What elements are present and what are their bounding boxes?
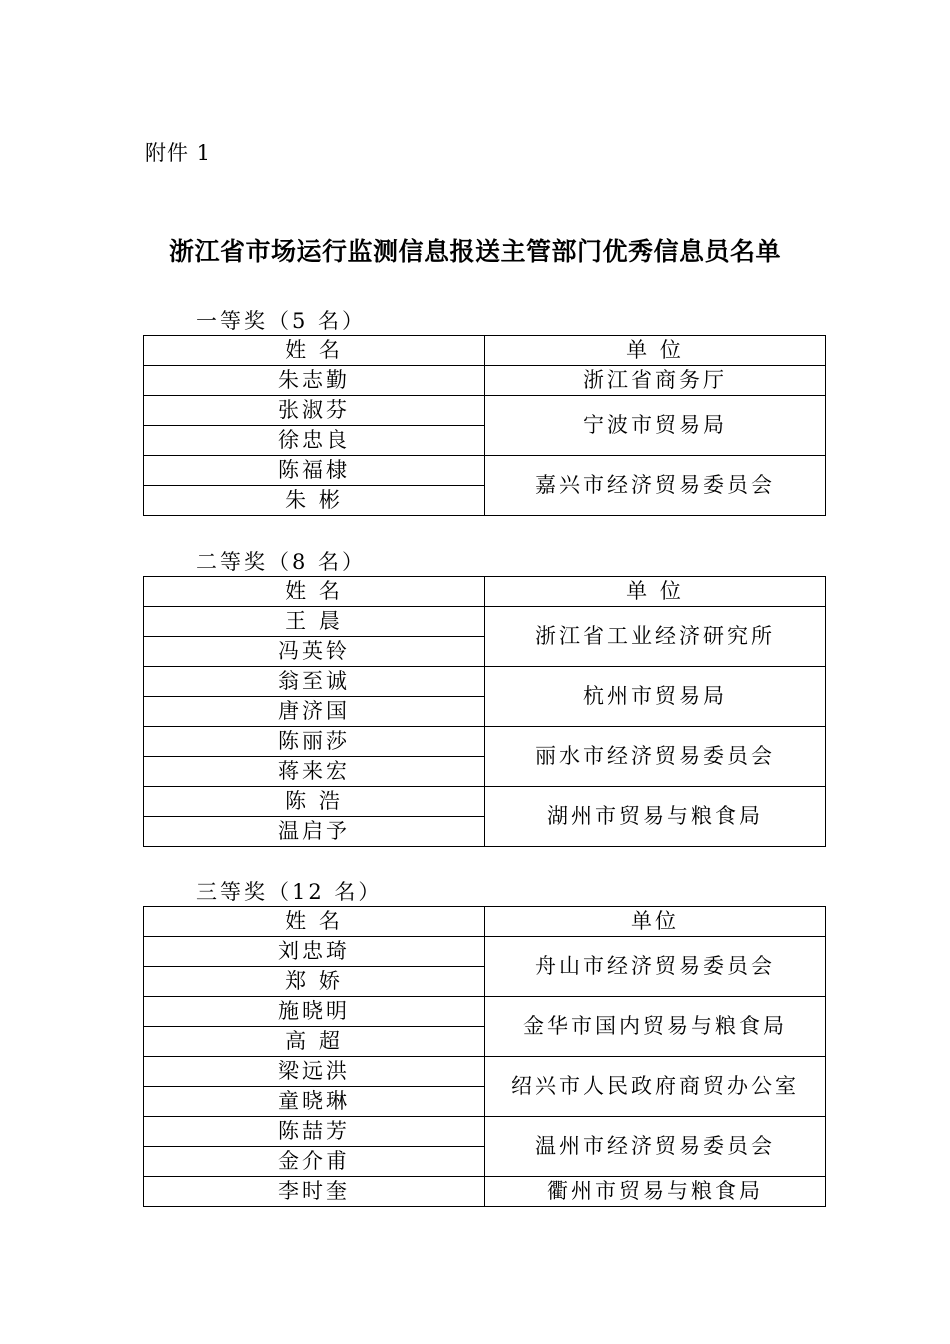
name-cell: 陈丽莎 (144, 727, 485, 757)
table-row (144, 787, 826, 817)
table-row (144, 366, 826, 396)
header-unit: 单 位 (485, 336, 826, 366)
unit-cell: 嘉兴市经济贸易委员会 (485, 456, 826, 516)
name-cell: 李时奎 (144, 1177, 485, 1207)
table-row (144, 997, 826, 1027)
unit-cell: 丽水市经济贸易委员会 (485, 727, 826, 787)
table-header-row (144, 336, 826, 366)
second-prize-table (143, 576, 826, 847)
table-row (144, 396, 826, 426)
name-cell: 王 晨 (144, 607, 485, 637)
document-title: 浙江省市场运行监测信息报送主管部门优秀信息员名单 (168, 237, 781, 266)
first-prize-table (143, 335, 826, 516)
table-row (144, 456, 826, 486)
name-cell: 蒋来宏 (144, 757, 485, 787)
section-label-first-prize: 一等奖（5 名） (196, 309, 367, 333)
name-cell: 朱 彬 (144, 486, 485, 516)
table-row (144, 1177, 826, 1207)
name-cell: 施晓明 (144, 997, 485, 1027)
name-cell: 唐济国 (144, 697, 485, 727)
header-unit: 单 位 (485, 577, 826, 607)
third-prize-table (143, 906, 826, 1207)
name-cell: 高 超 (144, 1027, 485, 1057)
name-cell: 翁至诚 (144, 667, 485, 697)
section-label-second-prize: 二等奖（8 名） (196, 550, 367, 574)
unit-cell: 宁波市贸易局 (485, 396, 826, 456)
table-row (144, 1057, 826, 1087)
name-cell: 温启予 (144, 817, 485, 847)
table-header-row (144, 907, 826, 937)
unit-cell: 舟山市经济贸易委员会 (485, 937, 826, 997)
section-label-third-prize: 三等奖（12 名） (196, 880, 383, 904)
name-cell: 陈 浩 (144, 787, 485, 817)
table-row (144, 607, 826, 637)
attachment-label: 附件 1 (145, 141, 212, 165)
header-name: 姓 名 (144, 336, 485, 366)
name-cell: 刘忠琦 (144, 937, 485, 967)
unit-cell: 温州市经济贸易委员会 (485, 1117, 826, 1177)
name-cell: 陈喆芳 (144, 1117, 485, 1147)
name-cell: 朱志勤 (144, 366, 485, 396)
unit-cell: 浙江省工业经济研究所 (485, 607, 826, 667)
name-cell: 冯英铃 (144, 637, 485, 667)
name-cell: 郑 娇 (144, 967, 485, 997)
name-cell: 陈福棣 (144, 456, 485, 486)
header-name: 姓 名 (144, 907, 485, 937)
header-unit: 单位 (485, 907, 826, 937)
unit-cell: 杭州市贸易局 (485, 667, 826, 727)
table-row (144, 667, 826, 697)
table-row (144, 1117, 826, 1147)
unit-cell: 衢州市贸易与粮食局 (485, 1177, 826, 1207)
header-name: 姓 名 (144, 577, 485, 607)
name-cell: 张淑芬 (144, 396, 485, 426)
table-row (144, 727, 826, 757)
unit-cell: 绍兴市人民政府商贸办公室 (485, 1057, 826, 1117)
name-cell: 童晓琳 (144, 1087, 485, 1117)
name-cell: 徐忠良 (144, 426, 485, 456)
unit-cell: 浙江省商务厅 (485, 366, 826, 396)
table-row (144, 937, 826, 967)
name-cell: 梁远洪 (144, 1057, 485, 1087)
table-header-row (144, 577, 826, 607)
unit-cell: 金华市国内贸易与粮食局 (485, 997, 826, 1057)
name-cell: 金介甫 (144, 1147, 485, 1177)
unit-cell: 湖州市贸易与粮食局 (485, 787, 826, 847)
